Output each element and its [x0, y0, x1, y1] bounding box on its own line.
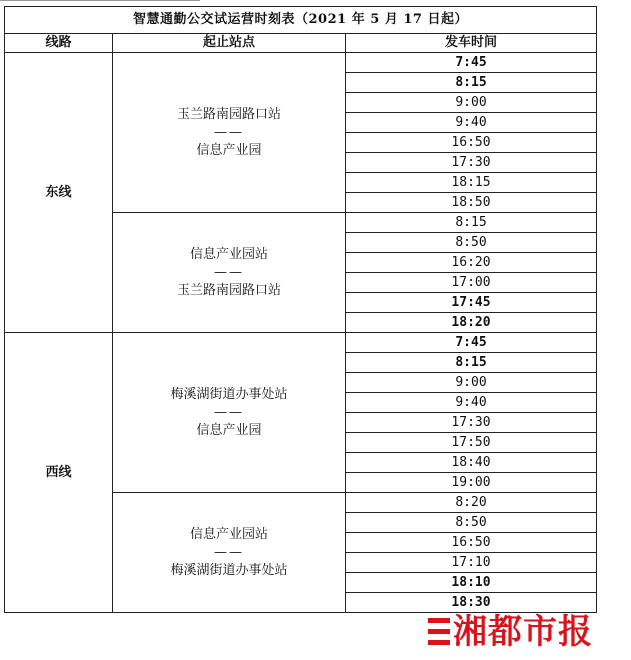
table-row [5, 333, 597, 353]
departure-time: 18:20 [346, 313, 597, 333]
departure-time: 8:15 [346, 213, 597, 233]
departure-time: 17:50 [346, 433, 597, 453]
segment-stops [113, 333, 346, 493]
departure-time: 18:10 [346, 573, 597, 593]
departure-time: 9:40 [346, 393, 597, 413]
segment-stops [113, 493, 346, 613]
departure-time: 8:50 [346, 233, 597, 253]
stop-destination: 玉兰路南园路口站 [176, 282, 281, 298]
departure-time: 16:50 [346, 533, 597, 553]
stop-destination: 梅溪湖街道办事处站 [170, 562, 288, 578]
stop-origin: 信息产业园站 [189, 526, 268, 542]
departure-time: 16:20 [346, 253, 597, 273]
departure-time: 17:30 [346, 153, 597, 173]
stop-separator: —— [214, 404, 244, 420]
departure-time: 18:15 [346, 173, 597, 193]
header-line: 线路 [5, 34, 113, 53]
departure-time: 9:00 [346, 93, 597, 113]
departure-time: 17:10 [346, 553, 597, 573]
timetable [4, 6, 597, 613]
departure-time: 7:45 [346, 333, 597, 353]
timetable-body [5, 53, 597, 613]
table-title: 智慧通勤公交试运营时刻表（2021 年 5 月 17 日起） [5, 7, 597, 34]
departure-time: 17:00 [346, 273, 597, 293]
departure-time: 8:15 [346, 353, 597, 373]
departure-time: 17:30 [346, 413, 597, 433]
stop-separator: —— [214, 264, 244, 280]
departure-time: 9:00 [346, 373, 597, 393]
header-stops: 起止站点 [113, 34, 346, 53]
departure-time: 7:45 [346, 53, 597, 73]
stop-separator: —— [214, 544, 244, 560]
segment-stops [113, 213, 346, 333]
header-times: 发车时间 [346, 34, 597, 53]
departure-time: 17:45 [346, 293, 597, 313]
departure-time: 8:50 [346, 513, 597, 533]
stop-origin: 玉兰路南园路口站 [176, 106, 281, 122]
timetable-sheet [4, 6, 596, 613]
stop-origin: 信息产业园站 [189, 246, 268, 262]
stop-origin: 梅溪湖街道办事处站 [170, 386, 288, 402]
newspaper-watermark [428, 612, 618, 652]
departure-time: 18:40 [346, 453, 597, 473]
route-name: 西线 [5, 333, 113, 613]
route-name: 东线 [5, 53, 113, 333]
watermark-text: 湘都市报 [453, 612, 593, 652]
departure-time: 19:00 [346, 473, 597, 493]
watermark-stripes-icon [428, 618, 450, 646]
departure-time: 16:50 [346, 133, 597, 153]
table-row [5, 53, 597, 73]
stop-separator: —— [214, 124, 244, 140]
segment-stops [113, 53, 346, 213]
stop-destination: 信息产业园 [196, 422, 262, 438]
departure-time: 18:50 [346, 193, 597, 213]
departure-time: 9:40 [346, 113, 597, 133]
top-edge-fragment [0, 0, 200, 5]
departure-time: 8:15 [346, 73, 597, 93]
stop-destination: 信息产业园 [196, 142, 262, 158]
departure-time: 8:20 [346, 493, 597, 513]
departure-time: 18:30 [346, 593, 597, 613]
